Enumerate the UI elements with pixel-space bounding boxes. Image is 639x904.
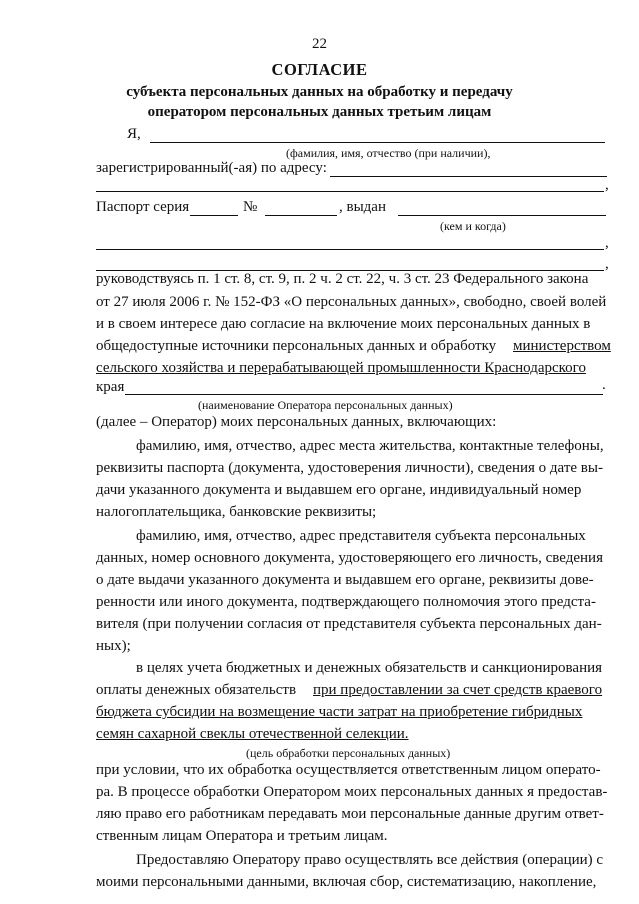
operator-caption: (наименование Оператора персональных данных) [198, 398, 453, 412]
passport-issued-field[interactable] [398, 215, 606, 216]
operator-name-part-1: министерством [513, 338, 611, 354]
address-field-line-1[interactable] [330, 176, 607, 177]
body-p5-line-3: ляю право его работникам передавать мои персональные данные другим ответ- [96, 806, 604, 822]
document-subtitle-line-1: субъекта персональных данных на обработку и передачу [126, 84, 513, 100]
operator-name-underline [125, 394, 603, 395]
operator-name-part-2: сельского хозяйства и перерабатывающей промышленности Краснодарского [96, 360, 586, 376]
address-comma: , [605, 177, 609, 193]
passport-number-label: № [243, 199, 258, 215]
body-p4-line-1: в целях учета бюджетных и денежных обязательств и санкционирования [136, 660, 603, 676]
issued-comma-2: , [605, 256, 609, 272]
body-p1-line-2: от 27 июля 2006 г. № 152-ФЗ «О персональных данных», свободно, своей волей [96, 294, 607, 310]
body-p3-line-1: фамилию, имя, отчество, адрес представителя субъекта персональных [136, 528, 586, 544]
body-p3-line-5: вителя (при получении согласия от представителя субъекта персональных дан- [96, 616, 602, 632]
body-p3-line-2: данных, номер основного документа, удостоверяющего его личность, сведения [96, 550, 603, 566]
body-p2-line-1: фамилию, имя, отчество, адрес места жительства, контактные телефоны, [136, 438, 604, 454]
purpose-part-2: бюджета субсидии на возмещение части затрат на приобретение гибридных [96, 704, 583, 720]
body-p1-line-4: общедоступные источники персональных данных и обработку [96, 338, 497, 354]
document-subtitle-line-2: оператором персональных данных третьим лицам [147, 104, 492, 120]
body-p1-line-3: и в своем интересе даю согласие на включение моих персональных данных в [96, 316, 591, 332]
fio-caption: (фамилия, имя, отчество (при наличии), [286, 146, 491, 160]
issued-caption: (кем и когда) [440, 219, 506, 233]
body-p2-line-3: дачи указанного документа и выдавшем его органе, индивидуальный номер [96, 482, 582, 498]
body-p1-line-1: руководствуясь п. 1 ст. 8, ст. 9, п. 2 ч. 2 ст. 22, ч. 3 ст. 23 Федерального закона [96, 271, 589, 287]
issued-comma-1: , [605, 235, 609, 251]
body-p5-line-1: при условии, что их обработка осуществляется ответственным лицом операто- [96, 762, 601, 778]
purpose-caption: (цель обработки персональных данных) [246, 746, 451, 760]
purpose-part-3: семян сахарной свеклы отечественной селекции. [96, 726, 409, 742]
passport-series-label: Паспорт серия [96, 199, 190, 215]
body-p5-line-4: ственным лицам Оператора и третьим лицам. [96, 828, 388, 844]
operator-name-part-3: края [96, 379, 125, 395]
body-p4-line-2: оплаты денежных обязательств [96, 682, 297, 698]
purpose-part-1: при предоставлении за счет средств краевого [313, 682, 603, 698]
body-p1-line-7: (далее – Оператор) моих персональных данных, включающих: [96, 414, 497, 430]
page-number: 22 [312, 36, 327, 52]
body-p6-line-2: моими персональными данными, включая сбор, систематизацию, накопление, [96, 874, 597, 890]
body-p5-line-2: ра. В процессе обработки Оператором моих персональных данных я предостав- [96, 784, 608, 800]
body-p6-line-1: Предоставляю Оператору право осуществлять все действия (операции) с [136, 852, 604, 868]
passport-issued-label: , выдан [339, 199, 386, 215]
document-page: 22 СОГЛАСИЕ субъекта персональных данных на обработку и передачу оператором персональных данных третьим лицам Я, (фамилия, имя, отчество (при наличии), зарегистрированный(-ая) по адресу: , Паспорт серия № , выдан (кем и когда) , , руководствуясь п. 1 ст. 8, ст. 9, п. 2 ч. 2 ст. 22, ч. 3 ст. 23 Федерального закона от 27 июля 2006 г. № 152-ФЗ «О персональных данных», свободно, своей волей и в своем интересе даю согласие на включение моих персональных данных в общедоступные источники персональных данных и обработку министерством сельского хозяйства и перерабатывающей промышленности Краснодарского края . (наименование Оператора персональных данных) (далее – Оператор) моих персональных данных, включающих: фамилию, имя, отчество, адрес места жительства, контактные телефоны, реквизиты паспорта (документа, удостоверения личности), сведения о дате вы- дачи указанного документа и выдавшем его органе, индивидуальный номер налогоплательщика, банковские реквизиты; фамилию, имя, отчество, адрес представителя субъекта персональных данных, номер основного документа, удостоверяющего его личность, сведения о дате выдачи указанного документа и выдавшем его органе, реквизиты дове- ренности или иного документа, подтверждающего полномочия этого предста- вителя (при получении согласия от представителя субъекта персональных дан- ных); в целях учета бюджетных и денежных обязательств и санкционирования оплаты денежных обязательств при предоставлении за счет средств краевого бюджета субсидии на возмещение части затрат на приобретение гибридных семян сахарной свеклы отечественной селекции. (цель обработки персональных данных) при условии, что их обработка осуществляется ответственным лицом операто- ра. В процессе обработки Оператором моих персональных данных я предостав- ляю право его работникам передавать мои персональные данные другим ответ- ственным лицам Оператора и третьим лицам. Предоставляю Оператору право осуществлять все действия (операции) с моими персональными данными, включая сбор, систематизацию, накопление, [0, 0, 639, 904]
body-p2-line-4: налогоплательщика, банковские реквизиты; [96, 504, 377, 520]
body-p3-line-3: о дате выдачи указанного документа и выдавшем его органе, реквизиты дове- [96, 572, 594, 588]
fio-field-line[interactable] [150, 142, 605, 143]
document-title: СОГЛАСИЕ [271, 60, 368, 79]
body-p3-line-6: ных); [96, 638, 131, 654]
ya-label: Я, [127, 126, 141, 142]
passport-number-field[interactable] [265, 215, 337, 216]
body-p3-line-4: ренности или иного документа, подтверждающего полномочия этого предста- [96, 594, 596, 610]
passport-series-field[interactable] [190, 215, 238, 216]
issued-field-line-2[interactable] [96, 249, 604, 250]
address-field-line-2[interactable] [96, 191, 604, 192]
registered-address-label: зарегистрированный(-ая) по адресу: [96, 160, 327, 176]
body-p2-line-2: реквизиты паспорта (документа, удостоверения личности), сведения о дате вы- [96, 460, 603, 476]
